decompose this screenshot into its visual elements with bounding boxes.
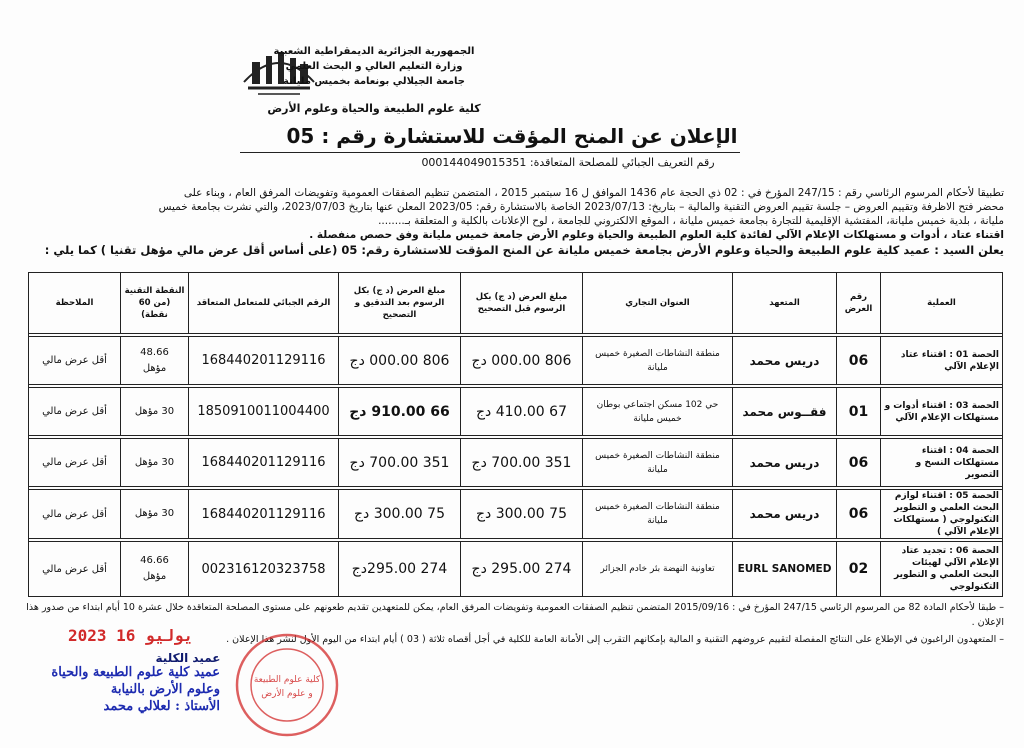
table-header-row — [29, 273, 1003, 334]
cell-amount-after: 351 700.00 دج — [339, 439, 461, 487]
cell-offer-no: 01 — [837, 388, 881, 436]
results-table — [28, 272, 1003, 597]
stamp-line: وعلوم الأرض بالنيابة — [110, 682, 220, 697]
cell-nif: 168440201129116 — [189, 439, 339, 487]
date-stamp: 2023 يوليو 16 — [68, 626, 194, 645]
cell-contractor: دريس محمد — [733, 439, 837, 487]
signatory-title: عميد الكلية — [155, 651, 221, 665]
header-address: العنوان التجاري — [583, 273, 733, 334]
header-operation: العملية — [881, 273, 1003, 334]
cell-contractor: دريس محمد — [733, 337, 837, 385]
table-row — [29, 542, 1003, 597]
ministry-name: وزارة التعليم العالي و البحث العلمي — [285, 61, 463, 72]
header-nif: الرقم الجبائي للمتعامل المتعاقد — [189, 273, 339, 334]
score-value: 30 مؤهل — [134, 405, 175, 417]
cell-nif: 168440201129116 — [189, 337, 339, 385]
cell-tech-score — [121, 490, 189, 539]
title-underline — [240, 152, 740, 153]
header-note: الملاحظة — [29, 273, 121, 334]
cell-amount-before: 274 295.00 دج — [461, 542, 583, 597]
intro-line: مليانة ، بلدية خميس مليانة، المفتشية الإقليمية للتجارة بجامعة خميس مليانة ، الموقع الالكتروني للجامعة ، لوح الإعلانات بالكلية و المتعلقة بـ........ — [378, 215, 1004, 227]
cell-amount-before: 67 410.00 دج — [461, 388, 583, 436]
announcement: يعلن السيد : عميد كلية علوم الطبيعة والحياة وعلوم الأرض بجامعة خميس مليانة عن المنح المؤقت للاستشارة رقم: 05 (على أساس أقل عرض مالي مؤهل تقنيا ) كما يلي : — [44, 243, 1004, 257]
intro-paragraph — [14, 186, 1004, 242]
cell-tech-score — [121, 337, 189, 385]
table-row — [29, 439, 1003, 487]
document-title: الإعلان عن المنح المؤقت للاستشارة رقم : 05 — [286, 124, 738, 148]
identifiers — [418, 156, 718, 170]
cell-amount-after: 274 295.00دج — [339, 542, 461, 597]
cell-amount-after: 66 910.00 دج — [339, 388, 461, 436]
cell-offer-no: 02 — [837, 542, 881, 597]
score-suffix: مؤهل — [142, 571, 167, 582]
cell-note: أقل عرض مالي — [29, 337, 121, 385]
intro-line: تطبيقا لأحكام المرسوم الرئاسي رقم : 247/15 المؤرخ في : 02 ذي الحجة عام 1436 الموافق ل 16 سبتمبر 2015 ، المتضمن تنظيم الصفقات العمومية وتفويضات المرفق العام ، وبناء على — [183, 187, 1004, 199]
cell-contractor: EURL SANOMED — [733, 542, 837, 597]
cell-contractor: دريس محمد — [733, 490, 837, 539]
score-value: 48.66 — [140, 346, 169, 358]
svg-text:و علوم الأرض: و علوم الأرض — [261, 689, 313, 699]
cell-note: أقل عرض مالي — [29, 490, 121, 539]
cell-tech-score — [121, 388, 189, 436]
cell-amount-after: 806 000.00 دج — [339, 337, 461, 385]
cell-operation: الحصة 01 : اقتناء عتاد الإعلام الآلي — [881, 337, 1003, 385]
cell-note: أقل عرض مالي — [29, 388, 121, 436]
fiscal-id: رقم التعريف الجبائي للمصلحة المتعاقدة: 000144049015351 — [421, 156, 715, 169]
cell-operation: الحصة 03 : اقتناء أدوات و مستهلكات الإعلام الآلي — [881, 388, 1003, 436]
footer-note: – طبقا لأحكام المادة 82 من المرسوم الرئاسي 247/15 المؤرخ في : 2015/09/16 المتضمن تنظيم الصفقات العمومية وتفويضات المرفق العام، يمكن للمتعهدين تقديم طعونهم على مستوى المصلحة المتعاقدة خلال عشرة 10 أيام ابتداء من صدور هذا الإعلان . — [26, 602, 1004, 628]
round-seal-icon — [232, 630, 342, 740]
faculty-name: كلية علوم الطبيعة والحياة وعلوم الأرض — [267, 102, 481, 115]
cell-offer-no: 06 — [837, 439, 881, 487]
cell-operation: الحصة 06 : تجديد عتاد الإعلام الآلي لهيئات البحث العلمي و التطوير التكنولوجي — [881, 542, 1003, 597]
cell-offer-no: 06 — [837, 490, 881, 539]
cell-operation: الحصة 05 : اقتناء لوازم البحث العلمي و التطوير التكنولوجي ( مستهلكات الإعلام الآلي ) — [881, 490, 1003, 539]
intro-line: اقتناء عتاد ، أدوات و مستهلكات الإعلام الآلي لفائدة كلية العلوم الطبيعة والحياة وعلوم الأرض جامعة خميس مليانة وفق حصص منفصلة . — [309, 229, 1004, 241]
cell-tech-score — [121, 439, 189, 487]
cell-address: تعاونية النهضة بئر خادم الجزائر — [583, 542, 733, 597]
footer-note: – المتعهدون الراغبون في الإطلاع على النتائج المفصلة لتقييم عروضهم التقنية و المالية بإمكانهم التقرب إلى الأمانة العامة للكلية في أجل أقصاه ثلاثة ( 03 ) أيام ابتداء من اليوم الأول لنشر هذا الإعلان . — [226, 634, 1004, 645]
cell-amount-after: 75 300.00 دج — [339, 490, 461, 539]
university-name: جامعة الجيلالي بونعامة بخميس مليانة — [283, 76, 465, 87]
intro-line: محضر فتح الاظرفة وتقييم العروض – جلسة تقييم العروض التقنية والمالية – بتاريخ: 2023/07/13 الخاصة بالاستشارة رقم: 2023/05 المعلن عنها بتاريخ 2023/07/03، والتي نشرت بجامعة خميس — [158, 201, 1004, 213]
ministry-header — [244, 44, 504, 116]
cell-amount-before: 806 000.00 دج — [461, 337, 583, 385]
cell-nif: 002316120323758 — [189, 542, 339, 597]
cell-offer-no: 06 — [837, 337, 881, 385]
score-value: 30 مؤهل — [134, 508, 175, 519]
header-contractor: المتعهد — [733, 273, 837, 334]
cell-address: حي 102 مسكن اجتماعي بوطان خميس مليانة — [583, 388, 733, 436]
score-suffix: مؤهل — [142, 362, 167, 374]
cell-address: منطقة النشاطات الصغيرة خميس مليانة — [583, 439, 733, 487]
cell-amount-before: 351 700.00 دج — [461, 439, 583, 487]
cell-address: منطقة النشاطات الصغيرة خميس مليانة — [583, 490, 733, 539]
cell-operation: الحصة 04 : اقتناء مستهلكات النسخ و التصوير — [881, 439, 1003, 487]
republic-name: الجمهورية الجزائرية الديمقراطية الشعبية — [273, 46, 475, 57]
cell-nif: 168440201129116 — [189, 490, 339, 539]
table-row — [29, 490, 1003, 539]
table-row — [29, 388, 1003, 436]
cell-nif: 1850910011004400 — [189, 388, 339, 436]
svg-text:كلية علوم الطبيعة: كلية علوم الطبيعة — [253, 675, 321, 685]
stamp-line: الأستاذ : لعلالي محمد — [103, 699, 220, 714]
cell-note: أقل عرض مالي — [29, 439, 121, 487]
stamp-line: عميد كلية علوم الطبيعة والحياة — [51, 665, 220, 680]
cell-tech-score — [121, 542, 189, 597]
header-tech-score: النقطة التقنية (من 60 نقطة) — [121, 273, 189, 334]
cell-contractor: فقــوس محمد — [733, 388, 837, 436]
score-value: 46.66 — [140, 555, 169, 566]
dean-stamp — [20, 664, 220, 715]
cell-note: أقل عرض مالي — [29, 542, 121, 597]
header-amount-before: مبلغ العرض (د ج) بكل الرسوم قبل التصحيح — [461, 273, 583, 334]
table-row — [29, 337, 1003, 385]
header-amount-after: مبلغ العرض (د ج) بكل الرسوم بعد التدقيق و التصحيح — [339, 273, 461, 334]
cell-amount-before: 75 300.00 دج — [461, 490, 583, 539]
cell-address: منطقة النشاطات الصغيرة خميس مليانة — [583, 337, 733, 385]
header-offer-no: رقم العرض — [837, 273, 881, 334]
score-value: 30 مؤهل — [134, 456, 175, 468]
